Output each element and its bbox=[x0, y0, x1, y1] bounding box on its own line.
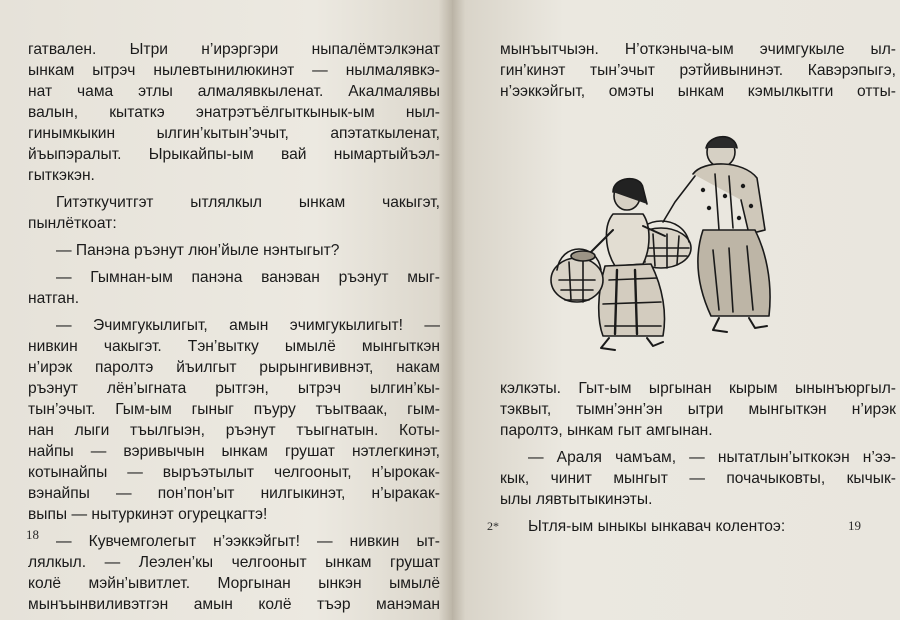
text-line: тэквыт, тымн’энн’эн ытри мынгыткэн н’ирэк bbox=[500, 401, 896, 418]
illustration-women-with-baskets bbox=[543, 130, 775, 352]
text-line: выпы — нытуркинэт огурецкагтэ! bbox=[28, 506, 268, 523]
text-line: йъыпэралыт. Ырыкайпы-ым вай нымартыйъэл- bbox=[28, 146, 440, 163]
text-line: кэлкэты. Гыт-ым ыргынан кырым ынынъюргыл- bbox=[500, 380, 896, 397]
text-line: — Эчимгукылигыт, амын эчимгукылигыт! — bbox=[56, 317, 440, 334]
text-line: гатвален. Ытри н’ирэргэри ныпалёмтэлкэнат bbox=[28, 41, 440, 58]
text-line: паролтэ, ынкам гыт амгынан. bbox=[500, 422, 713, 439]
text-line: натган. bbox=[28, 290, 80, 307]
text-line: пынлёткоат: bbox=[28, 215, 117, 232]
text-line: ылы лявтытыкинэты. bbox=[500, 491, 653, 508]
text-line: мынъынвиливэтгэн амын колё тъэр манэман bbox=[28, 596, 440, 613]
text-line: — Араля чамъам, — нытатлын’ыткокэн н’ээ- bbox=[528, 449, 896, 466]
text-line: мынъытчыэн. Н’откэныча-ым эчимгукыле ыл- bbox=[500, 41, 896, 58]
text-line: найпы — вэривычын ынкам грушат нэтлегкинэт, bbox=[28, 443, 440, 460]
right-page-text-top bbox=[500, 39, 896, 102]
text-line: — Кувчемголегыт н’ээккэйгыт! — нивкин ыт- bbox=[56, 533, 440, 550]
text-line: тын’эчыт. Гым-ым гыныг пъуру тъытваак, гым- bbox=[28, 401, 440, 418]
text-line: ынкам ытрэч нылевтынилюкинэт — нылмалявкэ- bbox=[28, 62, 440, 79]
text-line: нат чама этлы алмалявкыленат. Акалмалявы bbox=[28, 83, 440, 100]
signature-mark: 2* bbox=[487, 519, 499, 533]
text-line: нан лыги тъылгыэн, ръэнут тъыгнатын. Коты- bbox=[28, 422, 440, 439]
text-line: нивкин чакыгэт. Тэн’вытку ымылё мынгыткэн bbox=[28, 338, 440, 355]
text-line: ръэнут лён’ыгната рытгэн, ытрэч ылгин’кы- bbox=[28, 380, 440, 397]
text-line: гыткэкэн. bbox=[28, 167, 95, 184]
text-line: — Гымнан-ым панэна ванэван ръэнут мыг- bbox=[56, 269, 440, 286]
text-line: котынайпы — выръэтылыт челгооныт, н’ырокак- bbox=[28, 464, 440, 481]
left-page-text bbox=[28, 39, 440, 615]
text-line: н’ирэк паролтэ йъилгыт рырынгививнэт, накам bbox=[28, 359, 440, 376]
text-line: колё мэйн’ывитлет. Моргынан ынкэн ымылё bbox=[28, 575, 440, 592]
text-line: вэнайпы — пон’пон’ыт нилгыкинэт, н’ыракак- bbox=[28, 485, 440, 502]
text-line: гин’кинэт тын’эчыт рэтйивынинэт. Кавэрэпыгэ, bbox=[500, 62, 896, 79]
text-line: гинымкыкин ылгин’кытын’эчыт, апэтаткыленат, bbox=[28, 125, 440, 142]
page-number-right: 19 bbox=[848, 518, 861, 533]
text-line: — Панэна ръэнут люн’йыле нэнтыгыт? bbox=[56, 242, 340, 259]
right-page-text-bottom bbox=[500, 378, 896, 537]
text-line: валын, кытаткэ энатрэтъёлгыткынык-ым ныл- bbox=[28, 104, 440, 121]
text-line: Гитэткучитгэт ытлялкыл ынкам чакыгэт, bbox=[56, 194, 440, 211]
text-line: лялкыл. — Леэлен’кы челгооныт ынкам грушат bbox=[28, 554, 440, 571]
text-line: н’ээккэйгыт, омэты ынкам кэмылкытги отты- bbox=[500, 83, 896, 100]
page-number-left: 18 bbox=[26, 527, 39, 542]
text-line: кык, чинит мынгыт — почачыковты, кычык- bbox=[500, 470, 896, 487]
text-line: Ытля-ым ыныкы ынкавач колентоэ: bbox=[528, 518, 786, 535]
